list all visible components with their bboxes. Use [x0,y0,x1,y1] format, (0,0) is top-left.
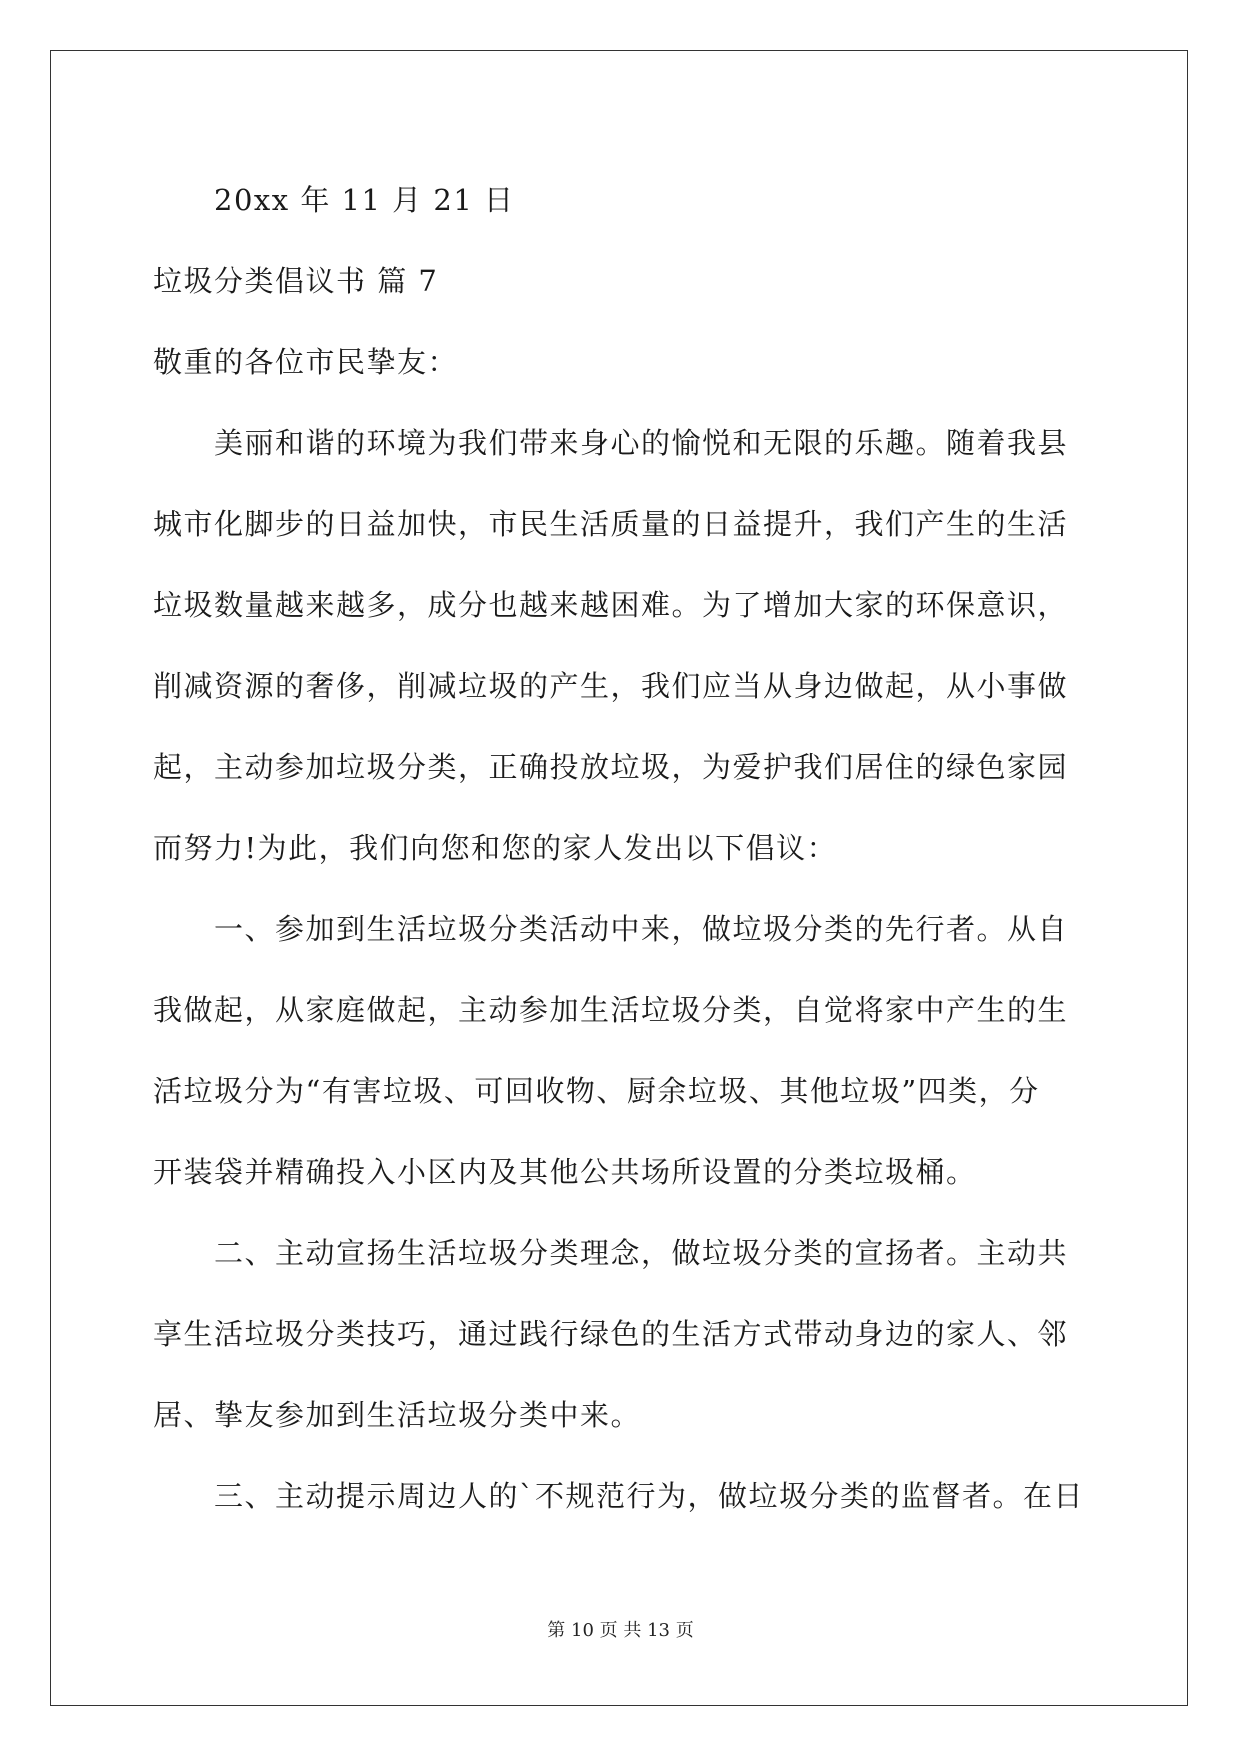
paragraph-line: 享生活垃圾分类技巧，通过践行绿色的生活方式带动身边的家人、邻 [153,1317,1069,1351]
paragraph-line: 而努力!为此，我们向您和您的家人发出以下倡议： [153,831,838,865]
paragraph-line: 美丽和谐的环境为我们带来身心的愉悦和无限的乐趣。随着我县 [214,426,1069,460]
paragraph-line: 活垃圾分为“有害垃圾、可回收物、厨余垃圾、其他垃圾”四类，分 [153,1074,1040,1108]
section-title: 垃圾分类倡议书 篇 7 [153,264,439,298]
paragraph-line: 居、挚友参加到生活垃圾分类中来。 [153,1398,642,1432]
paragraph-line: 开装袋并精确投入小区内及其他公共场所设置的分类垃圾桶。 [153,1155,977,1189]
paragraph-line: 削减资源的奢侈，削减垃圾的产生，我们应当从身边做起，从小事做 [153,669,1069,703]
date-line: 20xx 年 11 月 21 日 [214,183,515,217]
paragraph-line: 我做起，从家庭做起，主动参加生活垃圾分类，自觉将家中产生的生 [153,993,1069,1027]
page-number-footer: 第 10 页 共 13 页 [547,1620,694,1641]
paragraph-line: 一、参加到生活垃圾分类活动中来，做垃圾分类的先行者。从自 [214,912,1069,946]
paragraph-line: 垃圾数量越来越多，成分也越来越困难。为了增加大家的环保意识， [153,588,1069,622]
paragraph-line: 起，主动参加垃圾分类，正确投放垃圾，为爱护我们居住的绿色家园 [153,750,1069,784]
paragraph-line: 城市化脚步的日益加快，市民生活质量的日益提升，我们产生的生活 [153,507,1069,541]
paragraph-line: 二、主动宣扬生活垃圾分类理念，做垃圾分类的宣扬者。主动共 [214,1236,1069,1270]
document-body [153,160,1088,1537]
paragraph-line: 三、主动提示周边人的`不规范行为，做垃圾分类的监督者。在日 [214,1479,1085,1513]
salutation: 敬重的各位市民挚友： [153,345,459,379]
